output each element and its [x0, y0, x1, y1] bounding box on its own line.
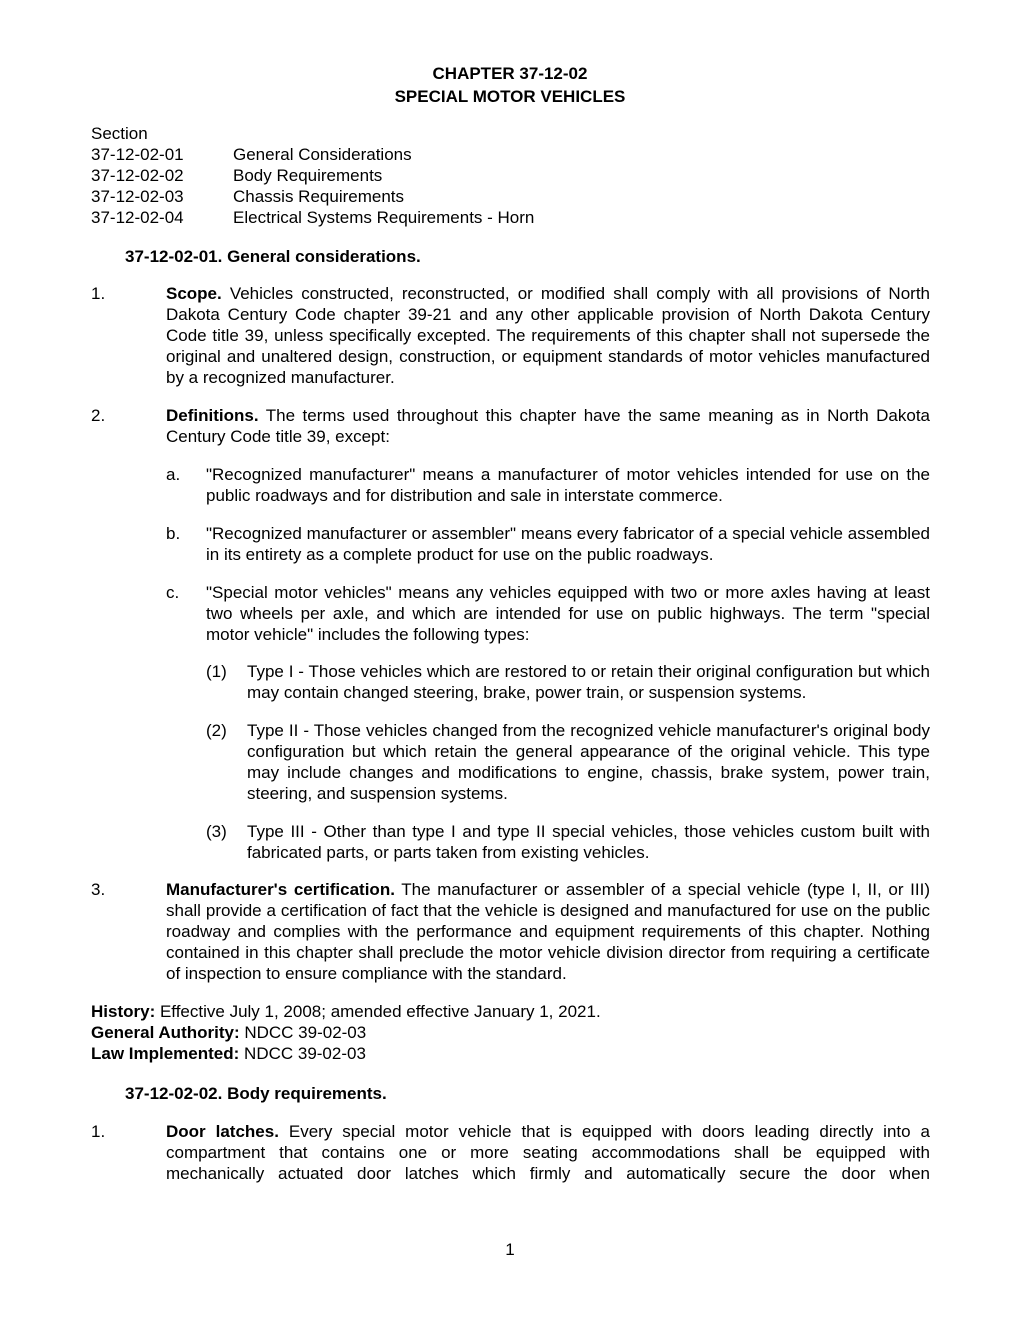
definition-c [166, 582, 930, 645]
item-label: 3. [91, 880, 106, 899]
item-lead: Definitions. [166, 406, 259, 425]
sub-text: "Special motor vehicles" means any vehicles equipped with two or more axles having at least two wheels per axle, and which are intended for use on public highways. The term "special motor vehicle" includes the following types: [206, 583, 930, 644]
toc-num: 37-12-02-01 [91, 145, 184, 164]
type-1 [206, 661, 930, 703]
item-lead: Manufacturer's certification. [166, 880, 395, 899]
item-text: Vehicles constructed, reconstructed, or modified shall comply with all provisions of North Dakota Century Code chapter 39-21 and any other applicable provision of North Dakota Century Code title 39, unless specifically excepted. The requirements of this chapter shall not supersede the original and unaltered design, construction, or equipment standards of motor vehicles manufactured by a recognized manufacturer. [166, 284, 930, 387]
authority-label: General Authority: [91, 1023, 240, 1042]
sub-label: c. [166, 583, 180, 602]
history-text: Effective July 1, 2008; amended effective January 1, 2021. [155, 1002, 601, 1021]
subsub-text: Type III - Other than type I and type II special vehicles, those vehicles custom built with fabricated parts, or parts taken from existing vehicles. [247, 822, 930, 862]
subsub-label: (3) [206, 822, 227, 841]
item-scope [91, 283, 930, 388]
toc-title: General Considerations [233, 145, 412, 164]
subsub-label: (1) [206, 662, 227, 681]
toc-num: 37-12-02-03 [91, 187, 184, 206]
item-label: 1. [91, 1122, 106, 1141]
item-text: The manufacturer or assembler of a special vehicle (type I, II, or III) shall provide a certification of fact that the vehicle is designed and manufactured for use on the public roadway and complies with the performance and equipment requirements of this chapter. Nothing contained in this chapter shall preclude the motor vehicle division director from requiring a certificate of inspection to ensure compliance with the standard. [166, 880, 930, 983]
subsub-text: Type I - Those vehicles which are restored to or retain their original configuration but which may contain changed steering, brake, power train, or suspension systems. [247, 662, 930, 702]
section-heading: 37-12-02-02. Body requirements. [125, 1084, 387, 1103]
item-text: Every special motor vehicle that is equipped with doors leading directly into a compartment that contains one or more seating accommodations shall be equipped with mechanically actuated door latches which firmly and automatically secure the door when [166, 1122, 931, 1183]
history-label: History: [91, 1002, 156, 1021]
authority-text: NDCC 39-02-03 [239, 1023, 367, 1042]
toc-entry [91, 144, 412, 165]
type-3 [206, 821, 930, 863]
section-heading: 37-12-02-01. General considerations. [125, 247, 421, 266]
item-lead: Door latches. [166, 1122, 279, 1141]
definition-a [166, 464, 930, 506]
subsub-label: (2) [206, 721, 227, 740]
chapter-title: SPECIAL MOTOR VEHICLES [394, 87, 626, 106]
law-implemented-text: NDCC 39-02-03 [239, 1044, 366, 1063]
item-label: 2. [91, 406, 106, 425]
item-lead: Scope. [166, 284, 222, 303]
history-line [91, 1001, 601, 1022]
item-certification [91, 879, 930, 984]
law-implemented-label: Law Implemented: [91, 1044, 240, 1063]
item-door-latches [91, 1121, 930, 1184]
sub-text: "Recognized manufacturer or assembler" means every fabricator of a special vehicle assembled in its entirety as a complete product for use on the public roadways. [206, 524, 930, 564]
page-number: 1 [505, 1240, 515, 1259]
item-text: The terms used throughout this chapter have the same meaning as in North Dakota Century Code title 39, except: [166, 406, 930, 446]
toc-entry [91, 165, 382, 186]
item-definitions [91, 405, 930, 447]
sub-text: "Recognized manufacturer" means a manufacturer of motor vehicles intended for use on the public roadways and for distribution and sale in interstate commerce. [206, 465, 930, 505]
toc-title: Body Requirements [233, 166, 383, 185]
section-label: Section [91, 124, 148, 143]
sub-label: a. [166, 465, 181, 484]
type-2 [206, 720, 930, 804]
toc-entry [91, 186, 404, 207]
sub-label: b. [166, 524, 181, 543]
toc-num: 37-12-02-02 [91, 166, 184, 185]
toc-entry [91, 207, 534, 228]
toc-num: 37-12-02-04 [91, 208, 184, 227]
law-implemented-line [91, 1043, 366, 1064]
subsub-text: Type II - Those vehicles changed from the recognized vehicle manufacturer's original body configuration but which retain the general appearance of the original vehicle. This type may include changes and modifications to engine, chassis, brake system, power train, steering, and suspension systems. [247, 721, 930, 803]
toc-title: Electrical Systems Requirements - Horn [233, 208, 535, 227]
toc-title: Chassis Requirements [233, 187, 405, 206]
chapter-number: CHAPTER 37-12-02 [432, 64, 588, 83]
definition-b [166, 523, 930, 565]
item-label: 1. [91, 284, 106, 303]
authority-line [91, 1022, 366, 1043]
